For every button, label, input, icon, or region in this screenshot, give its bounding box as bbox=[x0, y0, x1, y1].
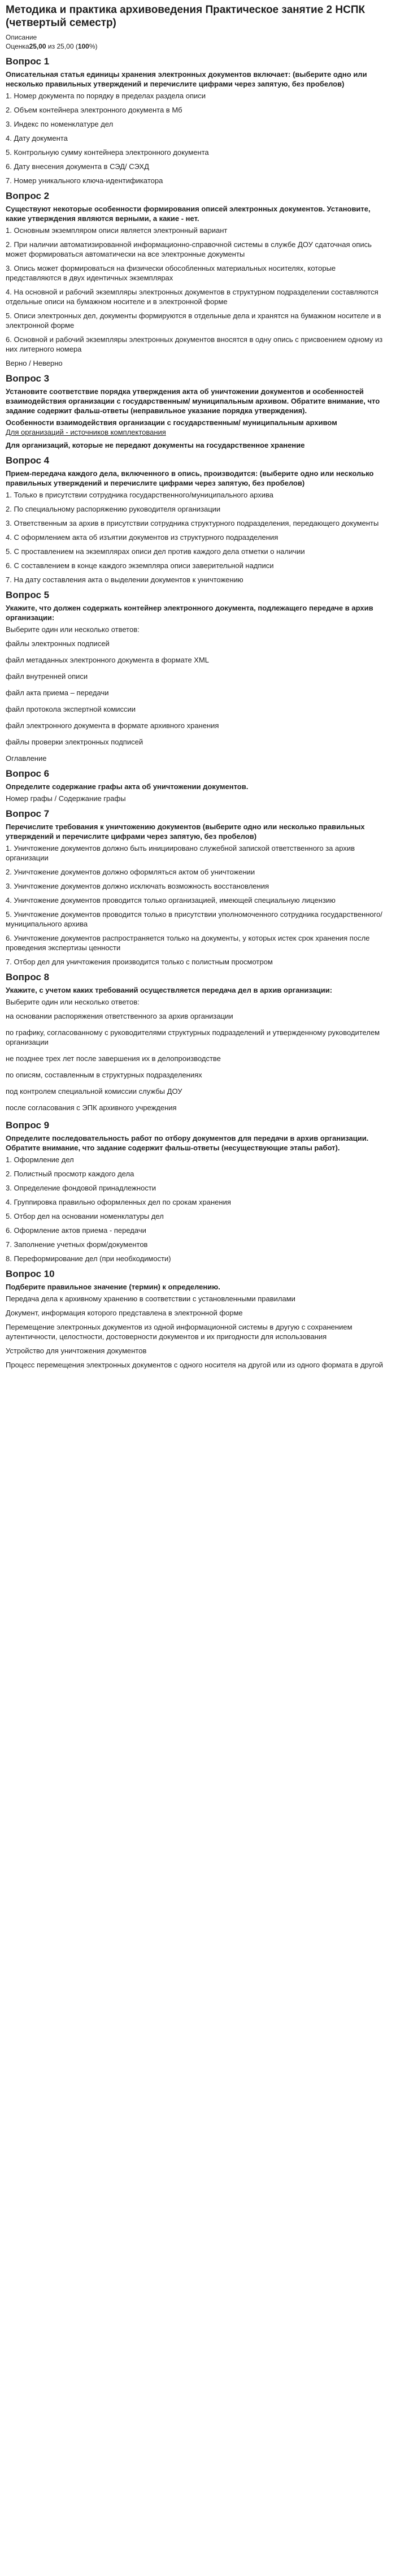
question-heading: Вопрос 8 bbox=[6, 972, 50, 982]
answer-option: не позднее трех лет после завершения их в делопроизводстве bbox=[6, 1054, 221, 1063]
question-heading: Вопрос 3 bbox=[6, 373, 50, 384]
answer-option: файл метаданных электронного документа в формате XML bbox=[6, 656, 210, 664]
score-percent: 100 bbox=[77, 42, 89, 50]
answer-option: 7. На дату составления акта о выделении документов к уничтожению bbox=[6, 575, 243, 584]
question-2 bbox=[6, 190, 390, 368]
question-9 bbox=[6, 1119, 390, 1263]
matching-statement: Особенности взаимодействия организации с государственным/ муниципальным архивом bbox=[6, 418, 337, 427]
question-text: Описательная статья единицы хранения электронных документов включает: (выберите одно или несколько правильных утверждений и перечислите цифрами через запятую, без пробелов) bbox=[6, 70, 367, 88]
question-4 bbox=[6, 454, 390, 585]
answer-option: 5. Уничтожение документов проводится только в присутствии уполномоченного сотрудника государственного/муниципального архива bbox=[6, 910, 382, 928]
matching-statement: Для организаций, которые не передают документы на государственное хранение bbox=[6, 441, 305, 449]
answer-option: 5. Контрольную сумму контейнера электронного документа bbox=[6, 148, 209, 157]
answer-option: 6. С составлением в конце каждого экземпляра описи заверительной надписи bbox=[6, 561, 274, 570]
answer-option: 1. Номер документа по порядку в пределах раздела описи bbox=[6, 92, 206, 100]
answer-option: 8. Переформирование дел (при необходимости) bbox=[6, 1254, 171, 1263]
answer-option: файл внутренней описи bbox=[6, 672, 88, 681]
answer-option: по описям, составленным в структурных подразделениях bbox=[6, 1071, 202, 1079]
question-heading: Вопрос 7 bbox=[6, 808, 50, 819]
answer-option: 2. Полистный просмотр каждого дела bbox=[6, 1170, 134, 1178]
definition-item: Документ, информация которого представлена в электронной форме bbox=[6, 1309, 243, 1317]
question-text: Определите содержание графы акта об уничтожении документов. bbox=[6, 782, 249, 791]
answer-option: 3. Индекс по номенклатуре дел bbox=[6, 120, 114, 128]
answer-option: 6. Основной и рабочий экземпляры электронных документов вносятся в одну опись с присвоением одному из них литерного номера bbox=[6, 335, 383, 353]
question-3 bbox=[6, 373, 390, 450]
answer-option: 4. Дату документа bbox=[6, 134, 68, 142]
question-heading: Вопрос 5 bbox=[6, 590, 50, 600]
question-1 bbox=[6, 55, 390, 185]
matching-pair bbox=[6, 418, 390, 437]
answer-option: 6. Оформление актов приема - передачи bbox=[6, 1226, 146, 1235]
answer-option: 5. С проставлением на экземплярах описи дел против каждого дела отметки о наличии bbox=[6, 547, 305, 556]
score-prefix: Оценка bbox=[6, 42, 29, 50]
answer-option: 3. Ответственным за архив в присутствии сотрудника структурного подразделения, передающего документы bbox=[6, 519, 379, 527]
question-text: Подберите правильное значение (термин) к определению. bbox=[6, 1283, 220, 1291]
answer-option: 2. По специальному распоряжению руководителя организации bbox=[6, 505, 221, 513]
true-false-label: Верно / Неверно bbox=[6, 359, 63, 367]
answer-option: 2. Объем контейнера электронного документа в Мб bbox=[6, 106, 182, 114]
question-7 bbox=[6, 808, 390, 967]
answer-option: 1. Основным экземпляром описи является электронный вариант bbox=[6, 226, 228, 235]
answer-option: 2. Уничтожение документов должно оформляться актом об уничтожении bbox=[6, 868, 255, 876]
answer-option: 7. Номер уникального ключа-идентификатора bbox=[6, 176, 163, 185]
question-heading: Вопрос 2 bbox=[6, 191, 50, 201]
answer-option: 4. С оформлением акта об изъятии документов из структурного подразделения bbox=[6, 533, 278, 542]
column-mapping-label: Номер графы / Содержание графы bbox=[6, 794, 126, 803]
answer-option: файл протокола экспертной комиссии bbox=[6, 705, 136, 713]
question-text: Установите соответствие порядка утверждения акта об уничтожении документов и особенностей взаимодействия организации с государственным/ муниципальным архивом. Обратите внимание, что задание содержит фальш-ответы (неправильное указание порядка утверждения). bbox=[6, 387, 380, 415]
question-text: Существуют некоторые особенности формирования описей электронных документов. Установите, какие утверждения являются верными, а какие - нет. bbox=[6, 205, 371, 223]
answer-instruction: Выберите один или несколько ответов: bbox=[6, 625, 140, 634]
answer-option: файл электронного документа в формате архивного хранения bbox=[6, 721, 219, 730]
answer-option: файлы электронных подписей bbox=[6, 639, 110, 648]
definition-item: Передача дела к архивному хранению в соответствии с установленными правилами bbox=[6, 1295, 295, 1303]
score-line bbox=[6, 42, 390, 51]
question-6 bbox=[6, 768, 390, 803]
answer-option: 2. При наличии автоматизированной информационно-справочной системы в службе ДОУ сдаточная опись может формироваться автоматически на все электронные документы bbox=[6, 240, 372, 258]
question-heading: Вопрос 10 bbox=[6, 1268, 55, 1279]
answer-option: 1. Уничтожение документов должно быть инициировано служебной запиской ответственного за архив организации bbox=[6, 844, 355, 862]
question-heading: Вопрос 9 bbox=[6, 1120, 50, 1131]
answer-option: 5. Описи электронных дел, документы формируются в отдельные дела и хранятся на бумажном носителе и в электронной форме bbox=[6, 311, 381, 330]
question-heading: Вопрос 1 bbox=[6, 56, 50, 67]
score-value: 25,00 bbox=[29, 42, 46, 50]
answer-option: файл акта приема – передачи bbox=[6, 689, 109, 697]
question-text: Укажите, что должен содержать контейнер электронного документа, подлежащего передаче в архив организации: bbox=[6, 604, 373, 622]
answer-option: 3. Опись может формироваться на физически обособленных материальных носителях, которые представляются в двух идентичных экземплярах bbox=[6, 264, 336, 282]
table-of-contents-link[interactable]: Оглавление bbox=[6, 754, 47, 763]
answer-option: по графику, согласованному с руководителями структурных подразделений и утвержденному руководителем организации bbox=[6, 1028, 380, 1046]
answer-option: под контролем специальной комиссии службы ДОУ bbox=[6, 1087, 182, 1096]
answer-option: 3. Определение фондовой принадлежности bbox=[6, 1184, 156, 1192]
matching-pair bbox=[6, 440, 390, 450]
answer-option: 6. Уничтожение документов распространяется только на документы, у которых истек срок хранения после проведения экспертизы ценности bbox=[6, 934, 370, 952]
answer-option: 1. Только в присутствии сотрудника государственного/муниципального архива bbox=[6, 491, 274, 499]
answer-option: после согласования с ЭПК архивного учреждения bbox=[6, 1103, 177, 1112]
description-label: Описание bbox=[6, 33, 37, 41]
definition-item: Устройство для уничтожения документов bbox=[6, 1347, 147, 1355]
question-text: Прием-передача каждого дела, включенного в опись, производится: (выберите одно или несколько правильных утверждений и перечислите цифрами через запятую, без пробелов) bbox=[6, 469, 374, 487]
answer-option: 7. Отбор дел для уничтожения производится только с полистным просмотром bbox=[6, 958, 273, 966]
answer-option: 4. На основной и рабочий экземпляры электронных документов в структурном подразделении составляются отдельные описи на бумажном носителе и в электронной форме bbox=[6, 288, 378, 306]
answer-option: 6. Дату внесения документа в СЭД/ СЭХД bbox=[6, 162, 149, 171]
question-text: Определите последовательность работ по отбору документов для передачи в архив организации. Обратите внимание, что задание содержит фальш-ответы (несуществующие этапы работ). bbox=[6, 1134, 369, 1152]
matching-answer: Для организаций - источников комплектования bbox=[6, 428, 166, 436]
answer-option: 7. Заполнение учетных форм/документов bbox=[6, 1240, 148, 1249]
question-10 bbox=[6, 1268, 390, 1370]
question-8 bbox=[6, 971, 390, 1112]
answer-option: файлы проверки электронных подписей bbox=[6, 738, 143, 746]
answer-option: 3. Уничтожение документов должно исключать возможность восстановления bbox=[6, 882, 269, 890]
question-heading: Вопрос 6 bbox=[6, 768, 50, 779]
definition-item: Перемещение электронных документов из одной информационной системы в другую с сохранением аутентичности, целостности, достоверности документов и их пригодности для использования bbox=[6, 1323, 353, 1341]
question-text: Перечислите требования к уничтожению документов (выберите одно или несколько правильных утверждений и перечислите цифрами через запятую, без пробелов) bbox=[6, 822, 365, 841]
answer-option: на основании распоряжения ответственного за архив организации bbox=[6, 1012, 233, 1020]
answer-option: 4. Уничтожение документов проводится только организацией, имеющей специальную лицензию bbox=[6, 896, 336, 904]
score-suffix: %) bbox=[89, 42, 98, 50]
answer-option: 5. Отбор дел на основании номенклатуры дел bbox=[6, 1212, 164, 1220]
question-5 bbox=[6, 589, 390, 763]
answer-option: 1. Оформление дел bbox=[6, 1155, 74, 1164]
page-title: Методика и практика архивоведения Практическое занятие 2 НСПК (четвертый семестр) bbox=[6, 4, 365, 29]
definition-item: Процесс перемещения электронных документов с одного носителя на другой или из одного формата в другой bbox=[6, 1361, 384, 1369]
question-heading: Вопрос 4 bbox=[6, 455, 50, 466]
answer-option: 4. Группировка правильно оформленных дел по срокам хранения bbox=[6, 1198, 231, 1206]
question-text: Укажите, с учетом каких требований осуществляется передача дел в архив организации: bbox=[6, 986, 333, 994]
answer-instruction: Выберите один или несколько ответов: bbox=[6, 998, 140, 1006]
score-middle: из 25,00 ( bbox=[46, 42, 78, 50]
